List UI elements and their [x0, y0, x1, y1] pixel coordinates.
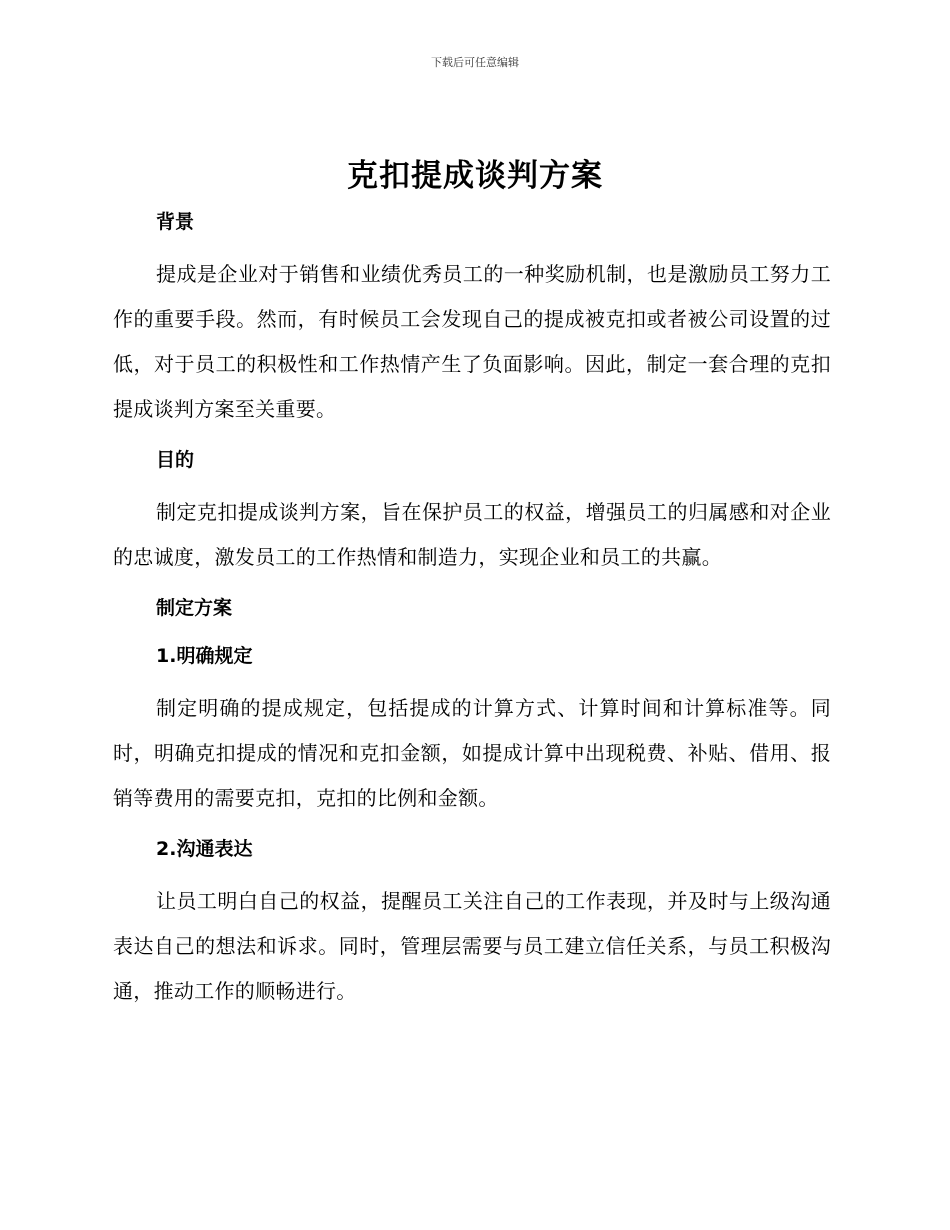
section-paragraph-background: 提成是企业对于销售和业绩优秀员工的一种奖励机制，也是激励员工努力工作的重要手段。然而，有时候员工会发现自己的提成被克扣或者被公司设置的过低，对于员工的积极性和工作热情产生了负面影响。因此，制定一套合理的克扣提成谈判方案至关重要。 — [113, 262, 831, 421]
section-heading-background: 背景 — [156, 211, 195, 233]
section-paragraph-communication: 让员工明白自己的权益，提醒员工关注自己的工作表现，并及时与上级沟通表达自己的想法和诉求。同时，管理层需要与员工建立信任关系，与员工积极沟通，推动工作的顺畅进行。 — [113, 889, 831, 1003]
document-body — [113, 204, 831, 1014]
section-paragraph-purpose: 制定克扣提成谈判方案，旨在保护员工的权益，增强员工的归属感和对企业的忠诚度，激发员工的工作热情和制造力，实现企业和员工的共赢。 — [113, 500, 831, 569]
header-note: 下载后可任意编辑 — [431, 56, 519, 69]
section-heading-purpose: 目的 — [156, 449, 195, 471]
section-heading-plan: 制定方案 — [156, 597, 233, 619]
section-heading-clear-rules: 1.明确规定 — [156, 645, 253, 667]
section-heading-communication: 2.沟通表达 — [156, 838, 253, 860]
section-paragraph-clear-rules: 制定明确的提成规定，包括提成的计算方式、计算时间和计算标准等。同时，明确克扣提成的情况和克扣金额，如提成计算中出现税费、补贴、借用、报销等费用的需要克扣，克扣的比例和金额。 — [113, 696, 831, 810]
document-title: 克扣提成谈判方案 — [347, 158, 603, 194]
